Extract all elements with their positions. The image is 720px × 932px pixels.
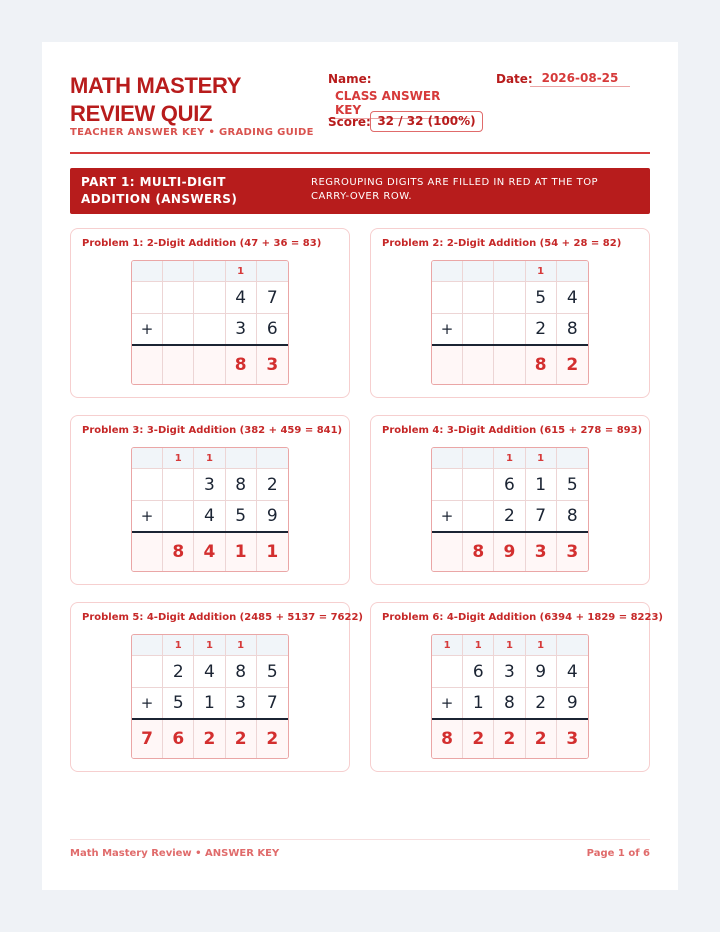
answer-digit: 8 — [226, 346, 257, 384]
top-digit — [163, 469, 194, 500]
top-digit: 8 — [226, 656, 257, 687]
answer-digit: 3 — [566, 542, 579, 562]
problem-card — [370, 415, 650, 585]
carry-row — [432, 635, 588, 656]
carry-digit: 1 — [163, 448, 194, 468]
carry-digit: 1 — [494, 448, 525, 468]
answer-row — [432, 533, 588, 571]
plus-sign: + — [432, 314, 463, 344]
carry-digit — [557, 635, 588, 655]
bottom-row — [132, 501, 288, 532]
sum-line — [132, 718, 288, 720]
carry-digit: 1 — [526, 448, 557, 468]
section-note: REGROUPING DIGITS ARE FILLED IN RED AT THE TOP CARRY-OVER ROW. — [311, 177, 599, 202]
top-digit: 5 — [266, 661, 278, 682]
problem-card — [70, 602, 364, 772]
bottom-digit: 1 — [194, 688, 225, 718]
top-row — [132, 656, 288, 688]
section-banner — [70, 168, 650, 214]
carry-digit: 1 — [526, 635, 557, 655]
top-digit: 4 — [194, 656, 225, 687]
carry-digit — [257, 261, 288, 281]
answer-digit — [132, 533, 163, 571]
carry-digit: 1 — [463, 635, 494, 655]
footer-page-number: Page 1 of 6 — [586, 848, 650, 859]
bottom-row — [132, 688, 288, 719]
top-digit — [463, 469, 494, 500]
answer-digit: 3 — [566, 729, 579, 749]
problem-card — [370, 602, 664, 772]
carry-digit — [463, 261, 494, 281]
top-digit: 9 — [526, 656, 557, 687]
answer-digit: 2 — [526, 720, 557, 758]
bottom-row — [432, 314, 588, 345]
bottom-digit: 7 — [266, 693, 278, 713]
carry-digit — [257, 448, 288, 468]
top-digit: 2 — [163, 656, 194, 687]
section-title: PART 1: MULTI-DIGIT ADDITION (ANSWERS) — [81, 175, 238, 206]
bottom-digit: 8 — [566, 506, 578, 526]
bottom-digit — [194, 314, 225, 344]
answer-digit: 8 — [526, 346, 557, 384]
bottom-digit — [163, 501, 194, 531]
problem-title: Problem 6: 4-Digit Addition (6394 + 1829 = 8223) — [382, 612, 664, 623]
addition-grid — [131, 634, 289, 759]
bottom-digit: 3 — [226, 314, 257, 344]
answer-digit: 2 — [463, 720, 494, 758]
bottom-digit — [494, 314, 525, 344]
sum-line — [432, 344, 588, 346]
bottom-digit: 3 — [226, 688, 257, 718]
top-digit: 4 — [566, 661, 578, 682]
addition-grid — [131, 260, 289, 385]
answer-digit: 8 — [163, 533, 194, 571]
carry-digit — [494, 261, 525, 281]
answer-digit: 8 — [432, 720, 463, 758]
addition-grid — [131, 447, 289, 572]
top-row — [432, 282, 588, 314]
carry-digit — [132, 448, 163, 468]
answer-digit — [163, 346, 194, 384]
footer-divider — [70, 839, 650, 840]
carry-digit — [132, 261, 163, 281]
problem-card — [70, 228, 350, 398]
answer-digit: 3 — [526, 533, 557, 571]
carry-digit: 1 — [432, 635, 463, 655]
answer-digit: 4 — [194, 533, 225, 571]
plus-sign: + — [432, 688, 463, 718]
carry-digit: 1 — [526, 261, 557, 281]
answer-digit — [132, 346, 163, 384]
plus-sign: + — [132, 501, 163, 531]
name-label: Name: — [328, 72, 372, 86]
bottom-digit — [163, 314, 194, 344]
date-label: Date: — [496, 72, 533, 86]
carry-row — [132, 261, 288, 282]
carry-digit: 1 — [494, 635, 525, 655]
sum-line — [132, 531, 288, 533]
problem-title: Problem 3: 3-Digit Addition (382 + 459 = 841) — [82, 425, 343, 436]
plus-sign: + — [132, 314, 163, 344]
answer-row — [132, 346, 288, 384]
problem-title: Problem 4: 3-Digit Addition (615 + 278 = 893) — [382, 425, 643, 436]
top-digit — [432, 282, 463, 313]
top-digit: 2 — [266, 474, 278, 495]
answer-row — [132, 720, 288, 758]
answer-digit — [432, 533, 463, 571]
top-digit: 3 — [194, 469, 225, 500]
plus-sign: + — [432, 501, 463, 531]
top-digit: 4 — [226, 282, 257, 313]
answer-digit — [463, 346, 494, 384]
carry-digit — [163, 261, 194, 281]
top-digit — [432, 656, 463, 687]
answer-digit: 9 — [494, 533, 525, 571]
footer-left-text: Math Mastery Review • ANSWER KEY — [70, 848, 280, 859]
score-value: 32 / 32 (100%) — [370, 111, 483, 132]
top-row — [132, 469, 288, 501]
bottom-digit: 2 — [494, 501, 525, 531]
bottom-digit: 7 — [526, 501, 557, 531]
answer-digit: 2 — [566, 355, 579, 375]
answer-digit: 1 — [226, 533, 257, 571]
top-digit — [494, 282, 525, 313]
answer-digit: 2 — [494, 720, 525, 758]
carry-digit — [226, 448, 257, 468]
sum-line — [132, 344, 288, 346]
page-subtitle: TEACHER ANSWER KEY • GRADING GUIDE — [70, 127, 314, 138]
sum-line — [432, 531, 588, 533]
bottom-digit: 2 — [526, 314, 557, 344]
top-digit: 1 — [526, 469, 557, 500]
bottom-digit: 4 — [194, 501, 225, 531]
answer-digit: 1 — [266, 542, 279, 562]
top-digit — [132, 469, 163, 500]
top-digit — [163, 282, 194, 313]
carry-digit: 1 — [226, 261, 257, 281]
sum-line — [432, 718, 588, 720]
carry-digit — [432, 448, 463, 468]
top-digit: 4 — [566, 287, 578, 308]
carry-digit: 1 — [194, 448, 225, 468]
top-digit — [463, 282, 494, 313]
top-digit — [194, 282, 225, 313]
carry-digit — [463, 448, 494, 468]
bottom-digit: 1 — [463, 688, 494, 718]
addition-grid — [431, 634, 589, 759]
carry-digit — [194, 261, 225, 281]
top-digit: 5 — [566, 474, 578, 495]
addition-grid — [431, 447, 589, 572]
answer-row — [132, 533, 288, 571]
page-title: MATH MASTERY REVIEW QUIZ — [70, 73, 241, 126]
top-digit — [432, 469, 463, 500]
top-digit: 6 — [494, 469, 525, 500]
carry-digit: 1 — [226, 635, 257, 655]
top-row — [132, 282, 288, 314]
carry-digit — [557, 261, 588, 281]
answer-row — [432, 346, 588, 384]
answer-row — [432, 720, 588, 758]
top-digit: 3 — [494, 656, 525, 687]
bottom-row — [432, 688, 588, 719]
carry-row — [432, 448, 588, 469]
carry-digit — [257, 635, 288, 655]
answer-digit: 3 — [266, 355, 279, 375]
bottom-digit — [463, 501, 494, 531]
problem-card — [70, 415, 350, 585]
top-digit: 6 — [463, 656, 494, 687]
top-digit: 5 — [526, 282, 557, 313]
bottom-row — [132, 314, 288, 345]
bottom-digit: 8 — [566, 319, 578, 339]
bottom-digit: 6 — [266, 319, 278, 339]
bottom-digit — [463, 314, 494, 344]
top-digit — [132, 656, 163, 687]
answer-digit: 2 — [194, 720, 225, 758]
plus-sign: + — [132, 688, 163, 718]
answer-digit: 2 — [266, 729, 279, 749]
score-label: Score: — [328, 115, 371, 129]
bottom-digit: 2 — [526, 688, 557, 718]
bottom-row — [432, 501, 588, 532]
top-digit — [132, 282, 163, 313]
carry-digit — [132, 635, 163, 655]
answer-digit: 2 — [226, 720, 257, 758]
top-digit: 8 — [226, 469, 257, 500]
bottom-digit: 5 — [163, 688, 194, 718]
header-divider — [70, 152, 650, 154]
top-row — [432, 469, 588, 501]
answer-digit: 8 — [463, 533, 494, 571]
carry-row — [132, 635, 288, 656]
addition-grid — [431, 260, 589, 385]
carry-digit — [557, 448, 588, 468]
carry-digit: 1 — [194, 635, 225, 655]
bottom-digit: 8 — [494, 688, 525, 718]
answer-digit — [432, 346, 463, 384]
date-value: 2026-08-25 — [530, 71, 630, 87]
answer-digit — [194, 346, 225, 384]
answer-digit: 6 — [163, 720, 194, 758]
problem-title: Problem 5: 4-Digit Addition (2485 + 5137 = 7622) — [82, 612, 364, 623]
bottom-digit: 5 — [226, 501, 257, 531]
top-digit: 7 — [266, 287, 278, 308]
answer-digit: 7 — [132, 720, 163, 758]
bottom-digit: 9 — [266, 506, 278, 526]
answer-key-page — [42, 42, 678, 890]
carry-digit: 1 — [163, 635, 194, 655]
carry-row — [132, 448, 288, 469]
problem-card — [370, 228, 650, 398]
carry-row — [432, 261, 588, 282]
name-value: CLASS ANSWER KEY — [328, 89, 470, 119]
problem-title: Problem 2: 2-Digit Addition (54 + 28 = 82) — [382, 238, 622, 249]
problem-title: Problem 1: 2-Digit Addition (47 + 36 = 83) — [82, 238, 322, 249]
bottom-digit: 9 — [566, 693, 578, 713]
top-row — [432, 656, 588, 688]
answer-digit — [494, 346, 525, 384]
carry-digit — [432, 261, 463, 281]
